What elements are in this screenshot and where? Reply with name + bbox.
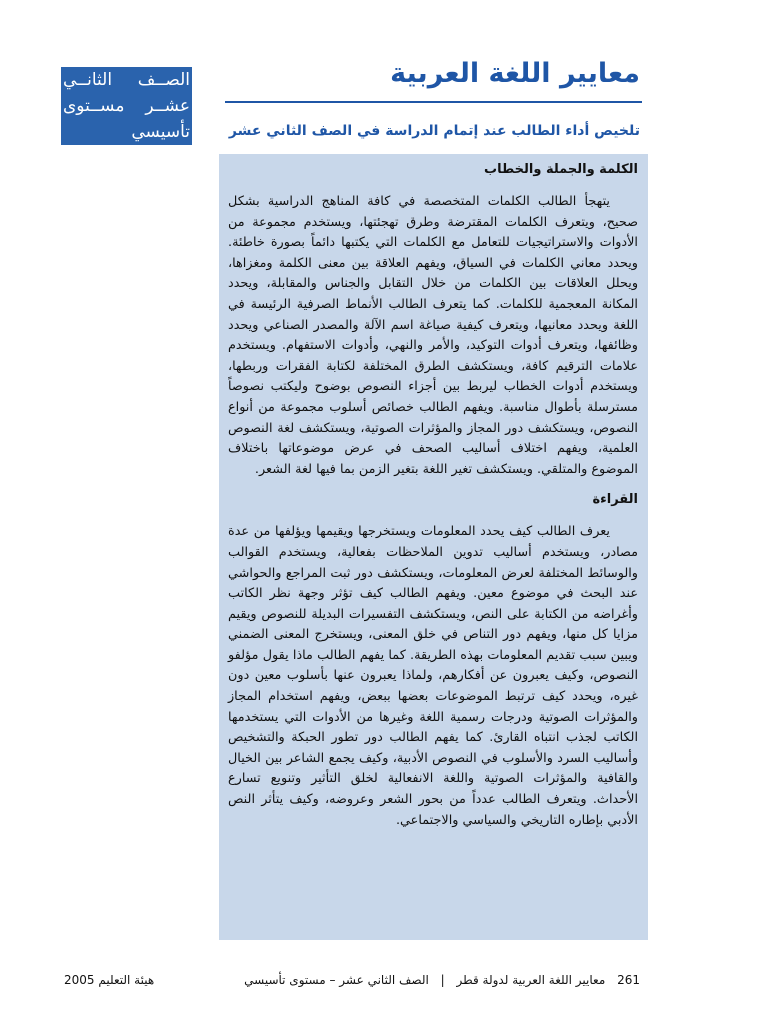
section-heading-words: الكلمة والجملة والخطاب — [484, 162, 638, 177]
footer-info — [244, 973, 640, 987]
footer-grade-level: الصف الثاني عشر – مستوى تأسيسي — [244, 973, 429, 987]
footer-separator: | — [440, 973, 445, 987]
page-number: 261 — [617, 973, 640, 987]
grade-level-line-2: عشــر مســتوى — [63, 96, 190, 116]
grade-level-line-3: تأسيسي — [131, 122, 190, 142]
page-title: معايير اللغة العربية — [390, 58, 640, 89]
page-footer — [64, 973, 640, 993]
page-subtitle: تلخيص أداء الطالب عند إتمام الدراسة في الصف الثاني عشر — [228, 123, 640, 139]
footer-book-title: معايير اللغة العربية لدولة قطر — [456, 973, 606, 987]
title-divider — [225, 101, 642, 103]
content-panel — [219, 154, 648, 940]
grade-level-label — [61, 67, 192, 145]
section-heading-reading: القراءة — [592, 492, 638, 508]
section-text-reading: يعرف الطالب كيف يحدد المعلومات ويستخرجها ويقيمها ويؤلفها من عدة مصادر، ويستخدم أساليب تدوين الملاحظات بفعالية، ويستخدم القوالب والوسائط المختلفة لعرض المعلومات، ويستكشف دور ثبت المراجع والحواشي عند البحث في موضوع معين. ويفهم الطالب كيف تؤثر وجهة نظر الكاتب وأغراضه من الكتابة على النص، ويستكشف التفسيرات البديلة للنصوص ويقيم مزايا كل منها، ويفهم دور التناص في خلق المعنى، ويستخرج المعنى الضمني ويبين سبب تقديم المعلومات بهذه الطريقة. كما يفهم الطالب ماذا يقول مؤلفو النصوص، وكيف يعبرون عن أفكارهم، ولماذا يعبرون عنها بأسلوب معين دون غيره، ويحدد كيف ترتبط الموضوعات بعضها ببعض، ويفهم استخدام المجاز والمؤثرات الصوتية ودرجات رسمية اللغة وغيرها من الأدوات التي يستخدمها الكاتب لجذب انتباه القارئ. كما يفهم الطالب دور تطور الحبكة والتشخيص وأساليب السرد والأسلوب في النصوص الأدبية، وكيف يجمع الشاعر بين الخيال والقافية والمؤثرات الصوتية واللغة الانفعالية لخلق التأثير وتنويع تسارع الأحداث. ويتعرف الطالب عدداً من بحور الشعر وعروضه، وكيف يتأثر النص الأدبي بإطاره التاريخي والسياسي والاجتماعي. — [228, 524, 638, 828]
section-text-words: يتهجأ الطالب الكلمات المتخصصة في كافة المناهج الدراسية بشكل صحيح، ويتعرف الكلمات المقترضة وطرق تهجئتها، ويستخدم مجموعة من الأدوات والاستراتيجيات للتعامل مع الكلمات التي يكتبها دائماً بصورة خاطئة. ويحدد معاني الكلمات في السياق، ويفهم العلاقة بين معنى الكلمة ومغزاها، ويحلل العلاقات بين الكلمات من خلال التقابل والجناس والمقابلة، ويحدد المكانة المعجمية للكلمات. كما يتعرف الطالب الأنماط الصرفية الرئيسة في اللغة ويحدد معانيها، ويتعرف كيفية صياغة اسم الآلة والمصدر الصناعي ويحدد وظائفها، ويتعرف أدوات التوكيد، والأمر والنهي، وأدوات الاستفهام. ويستخدم علامات الترقيم كافة، ويستكشف الطرق المختلفة لكتابة الفقرات وربطها، ويستخدم أدوات الخطاب ليربط بين أجزاء النصوص بوضوح وليكتب نصوصاً مسترسلة بأطوال مناسبة. ويفهم الطالب خصائص أسلوب مجموعة من أنواع النصوص، ويستكشف دور المجاز والمؤثرات الصوتية، ويستكشف لغة النصوص العلمية، ويفهم اختلاف أساليب الصحف في عرض موضوعاتها باختلاف الموضوع والمتلقي. ويستكشف تغير اللغة بتغير الزمن بما فيها لغة الشعر. — [228, 194, 638, 477]
grade-level-line-1: الصــف الثانــي — [63, 70, 190, 90]
footer-publisher: هيئة التعليم 2005 — [64, 973, 155, 987]
